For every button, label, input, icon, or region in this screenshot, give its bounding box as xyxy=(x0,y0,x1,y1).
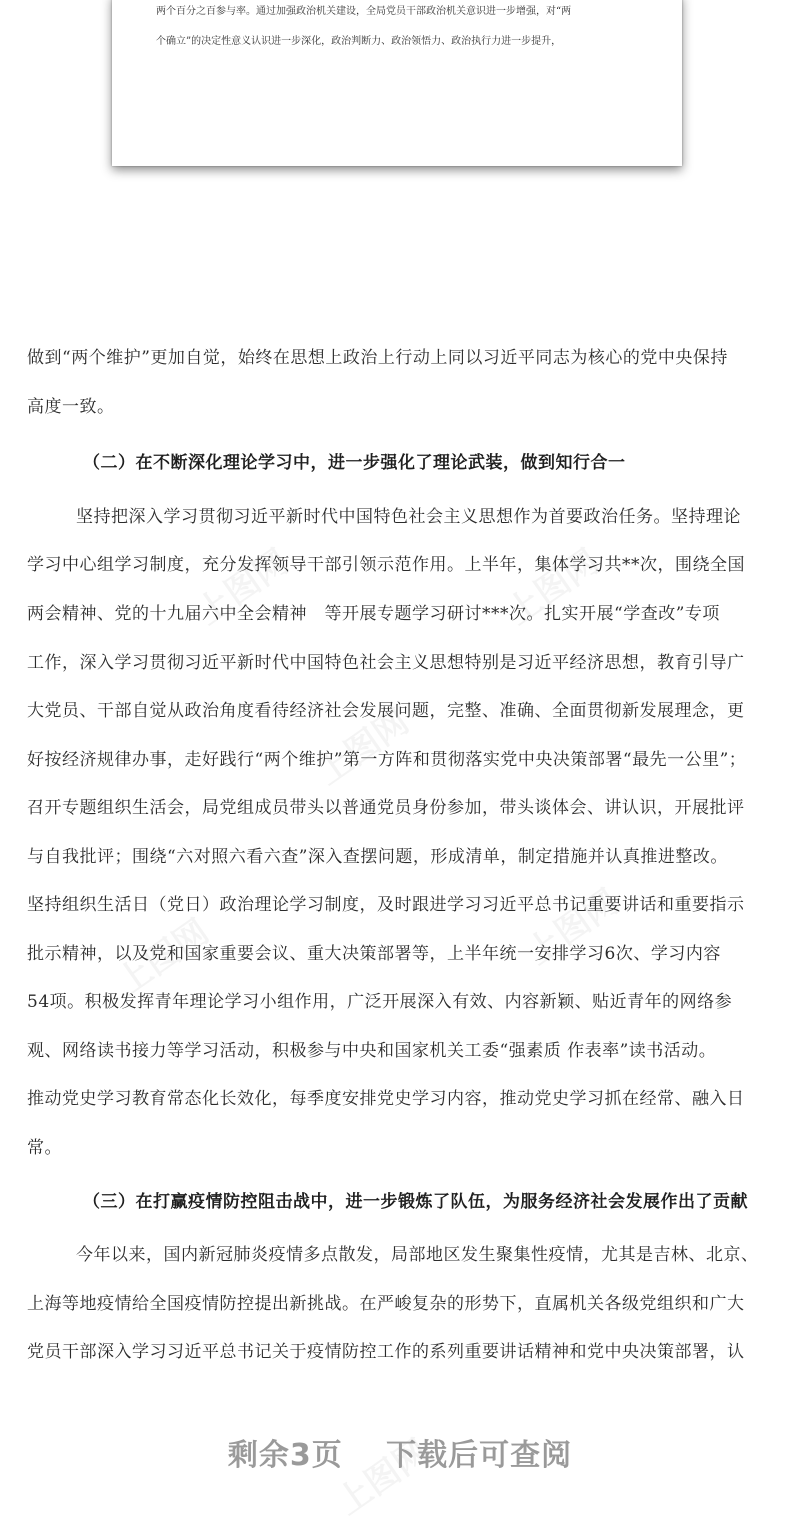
body-line: 批示精神，以及党和国家重要会议、重大决策部署等，上半年统一安排学习6次、学习内容 xyxy=(27,944,721,964)
body-line: 召开专题组织生活会，局党组成员带头以普通党员身份参加，带头谈体会、讲认识，开展批评 xyxy=(27,798,745,818)
download-prompt[interactable] xyxy=(0,1430,800,1474)
body-line: 常。 xyxy=(27,1138,62,1158)
body-line: 坚持把深入学习贯彻习近平新时代中国特色社会主义思想作为首要政治任务。坚持理论 xyxy=(76,507,741,527)
body-line: 好按经济规律办事，走好践行“两个维护”第一方阵和贯彻落实党中央决策部署“最先一公里”； xyxy=(27,750,747,770)
body-line: 与自我批评；围绕“六对照六看六查”深入查摆问题，形成清单，制定措施并认真推进整改。 xyxy=(27,847,728,867)
body-line: 高度一致。 xyxy=(27,397,115,417)
body-line: 学习中心组学习制度，充分发挥领导干部引领示范作用。上半年，集体学习共**次，围绕全国 xyxy=(27,555,745,575)
page-preview-card xyxy=(112,0,682,166)
body-line: 大党员、干部自觉从政治角度看待经济社会发展问题，完整、准确、全面贯彻新发展理念，更 xyxy=(27,701,745,721)
remaining-pages-text: 剩余3页 xyxy=(227,1438,343,1473)
preview-line: 两个百分之百参与率。通过加强政治机关建设，全局党员干部政治机关意识进一步增强，对“两 xyxy=(156,6,572,17)
download-to-view-text: 下载后可查阅 xyxy=(386,1438,573,1473)
preview-line: 个确立”的决定性意义认识进一步深化，政治判断力、政治领悟力、政治执行力进一步提升， xyxy=(156,36,562,47)
body-line: 今年以来，国内新冠肺炎疫情多点散发，局部地区发生聚集性疫情，尤其是吉林、北京、 xyxy=(76,1245,759,1265)
body-line: 上海等地疫情给全国疫情防控提出新挑战。在严峻复杂的形势下，直属机关各级党组织和广大 xyxy=(27,1294,745,1314)
body-line: 做到“两个维护”更加自觉，始终在思想上政治上行动上同以习近平同志为核心的党中央保持 xyxy=(27,348,728,368)
body-line: 观、网络读书接力等学习活动，积极参与中央和国家机关工委“强素质 作表率”读书活动。 xyxy=(27,1041,717,1061)
body-line: 54项。积极发挥青年理论学习小组作用，广泛开展深入有效、内容新颖、贴近青年的网络参 xyxy=(27,992,733,1012)
body-line: 坚持组织生活日（党日）政治理论学习制度，及时跟进学习习近平总书记重要讲话和重要指示 xyxy=(27,895,745,915)
body-line: 两会精神、党的十九届六中全会精神 等开展专题学习研讨***次。扎实开展“学查改”专项 xyxy=(27,604,720,624)
body-line: 推动党史学习教育常态化长效化，每季度安排党史学习内容，推动党史学习抓在经常、融入日 xyxy=(27,1089,745,1109)
section-heading: （三）在打赢疫情防控阻击战中，进一步锻炼了队伍，为服务经济社会发展作出了贡献 xyxy=(83,1192,748,1212)
body-line: 工作，深入学习贯彻习近平新时代中国特色社会主义思想特别是习近平经济思想，教育引导广 xyxy=(27,653,745,673)
section-heading: （二）在不断深化理论学习中，进一步强化了理论武装，做到知行合一 xyxy=(83,453,626,473)
body-line: 党员干部深入学习习近平总书记关于疫情防控工作的系列重要讲话精神和党中央决策部署，认 xyxy=(27,1342,745,1362)
